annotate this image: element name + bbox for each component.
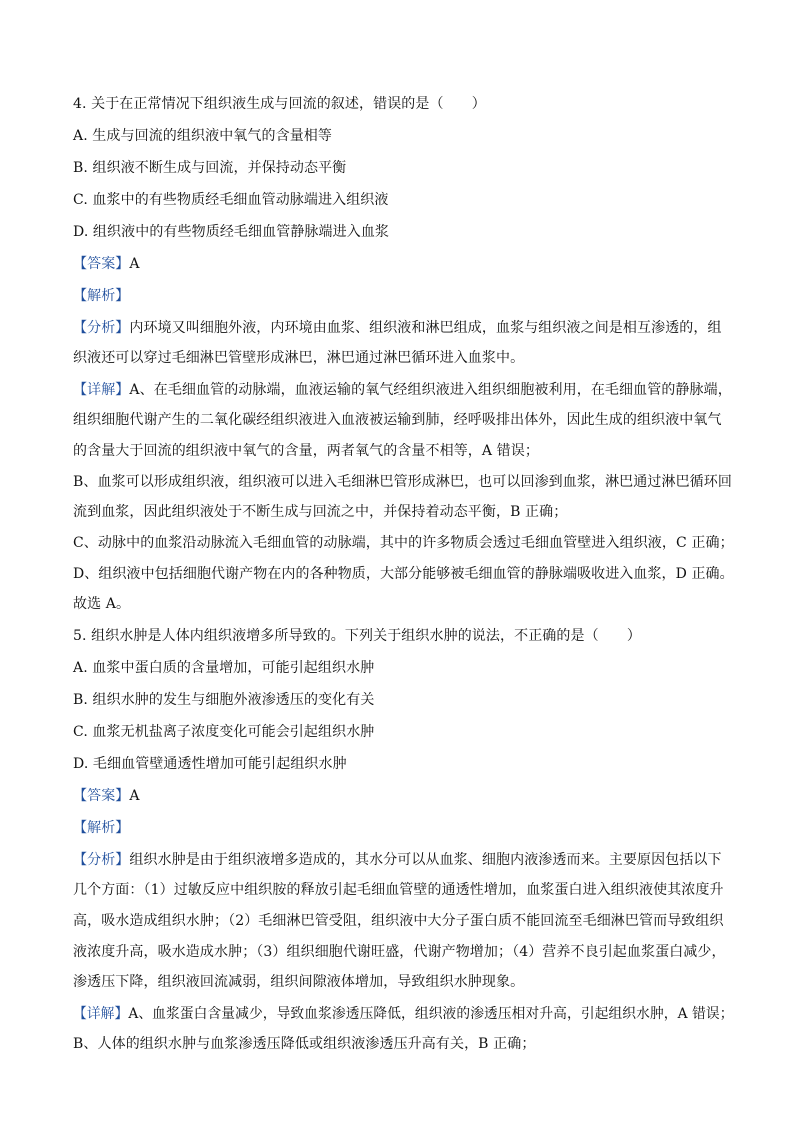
q4-analysis-label: 【解析】 bbox=[73, 288, 130, 304]
q4-analysis-heading bbox=[73, 286, 734, 306]
q5-answer-label: 【答案】 bbox=[73, 788, 130, 804]
q4-xiangjie-line-4: B、血浆可以形成组织液，组织液可以进入毛细淋巴管形成淋巴，也可以回渗到血浆，淋巴通过淋巴循环回 bbox=[73, 474, 732, 490]
q5-option-d: D. 毛细血管壁通透性增加可能引起组织水肿 bbox=[73, 756, 347, 772]
q4-option-c: C. 血浆中的有些物质经毛细血管动脉端进入组织液 bbox=[73, 192, 389, 208]
q5-fenxi-line-3: 高，吸水造成组织水肿；（2）毛细淋巴管受阻，组织液中大分子蛋白质不能回流至毛细淋巴管而导致组织 bbox=[73, 913, 724, 929]
q4-fenxi-line-1 bbox=[73, 318, 734, 338]
q4-option-a: A. 生成与回流的组织液中氧气的含量相等 bbox=[73, 128, 333, 144]
q4-xiangjie-line-5: 流到血浆，因此组织液处于不断生成与回流之中，并保持着动态平衡，B 正确； bbox=[73, 504, 568, 520]
q5-xiangjie-label: 【详解】 bbox=[73, 1006, 129, 1022]
q4-fenxi-text-1: 内环境又叫细胞外液，内环境由血浆、组织液和淋巴组成，血浆与组织液之间是相互渗透的，组 bbox=[129, 320, 722, 336]
q5-fenxi-text-1: 组织水肿是由于组织液增多造成的，其水分可以从血浆、细胞内液渗透而来。主要原因包括以下 bbox=[129, 852, 722, 868]
q5-option-c: C. 血浆无机盐离子浓度变化可能会引起组织水肿 bbox=[73, 724, 375, 740]
q5-fenxi-line-2: 几个方面：（1）过敏反应中组织胺的释放引起毛细血管壁的通透性增加，血浆蛋白进入组织液使其浓度升 bbox=[73, 882, 724, 898]
q4-xiangjie-label: 【详解】 bbox=[73, 382, 130, 398]
q4-fenxi-label: 【分析】 bbox=[73, 320, 130, 336]
q4-xiangjie-line-2: 组织细胞代谢产生的二氧化碳经组织液进入血液被运输到肺，经呼吸排出体外，因此生成的组织液中氧气 bbox=[73, 412, 722, 428]
q5-answer bbox=[73, 786, 734, 806]
q4-xiangjie-line-7: D、组织液中包括细胞代谢产物在内的各种物质，大部分能够被毛细血管的静脉端吸收进入血浆，D 正确。 bbox=[73, 566, 734, 582]
q4-fenxi-line-2: 织液还可以穿过毛细淋巴管壁形成淋巴，淋巴通过淋巴循环进入血浆中。 bbox=[73, 350, 525, 366]
q4-xiangjie-text-1: A、在毛细血管的动脉端，血液运输的氧气经组织液进入组织细胞被利用，在毛细血管的静脉端， bbox=[129, 382, 732, 398]
q4-xiangjie-line-1 bbox=[73, 380, 734, 400]
q5-xiangjie-line-2: B、人体的组织水肿与血浆渗透压降低或组织液渗透压升高有关，B 正确； bbox=[73, 1036, 536, 1052]
q4-stem: 4. 关于在正常情况下组织液生成与回流的叙述，错误的是（ ） bbox=[73, 96, 486, 112]
q4-answer-value: A bbox=[129, 256, 140, 272]
q5-xiangjie-line-1 bbox=[73, 1004, 734, 1024]
q5-analysis-heading bbox=[73, 818, 734, 838]
q4-answer bbox=[73, 254, 734, 274]
q5-fenxi-label: 【分析】 bbox=[73, 852, 130, 868]
q4-answer-label: 【答案】 bbox=[73, 256, 130, 272]
q5-stem: 5. 组织水肿是人体内组织液增多所导致的。下列关于组织水肿的说法，不正确的是（ ） bbox=[73, 628, 642, 644]
q5-option-b: B. 组织水肿的发生与细胞外液渗透压的变化有关 bbox=[73, 692, 375, 708]
q4-option-b: B. 组织液不断生成与回流，并保持动态平衡 bbox=[73, 160, 347, 176]
q5-answer-value: A bbox=[129, 788, 140, 804]
q5-option-a: A. 血浆中蛋白质的含量增加，可能引起组织水肿 bbox=[73, 660, 375, 676]
q5-fenxi-line-1 bbox=[73, 850, 734, 870]
q5-fenxi-line-5: 渗透压下降，组织液回流减弱，组织间隙液体增加，导致组织水肿现象。 bbox=[73, 974, 525, 990]
q5-analysis-label: 【解析】 bbox=[73, 820, 130, 836]
q4-option-d: D. 组织液中的有些物质经毛细血管静脉端进入血浆 bbox=[73, 224, 390, 240]
q4-xiangjie-line-6: C、动脉中的血浆沿动脉流入毛细血管的动脉端，其中的许多物质会透过毛细血管壁进入组织液，C 正确； bbox=[73, 535, 734, 551]
q4-xiangjie-line-3: 的含量大于回流的组织液中氧气的含量，两者氧气的含量不相等，A 错误； bbox=[73, 443, 539, 459]
q5-fenxi-line-4: 液浓度升高，吸水造成水肿；（3）组织细胞代谢旺盛，代谢产物增加；（4）营养不良引起血浆蛋白减少， bbox=[73, 944, 726, 960]
q4-conclusion: 故选 A。 bbox=[73, 596, 131, 612]
q5-xiangjie-text-1: A、血浆蛋白含量减少，导致血浆渗透压降低，组织液的渗透压相对升高，引起组织水肿，A 错误； bbox=[128, 1006, 734, 1022]
